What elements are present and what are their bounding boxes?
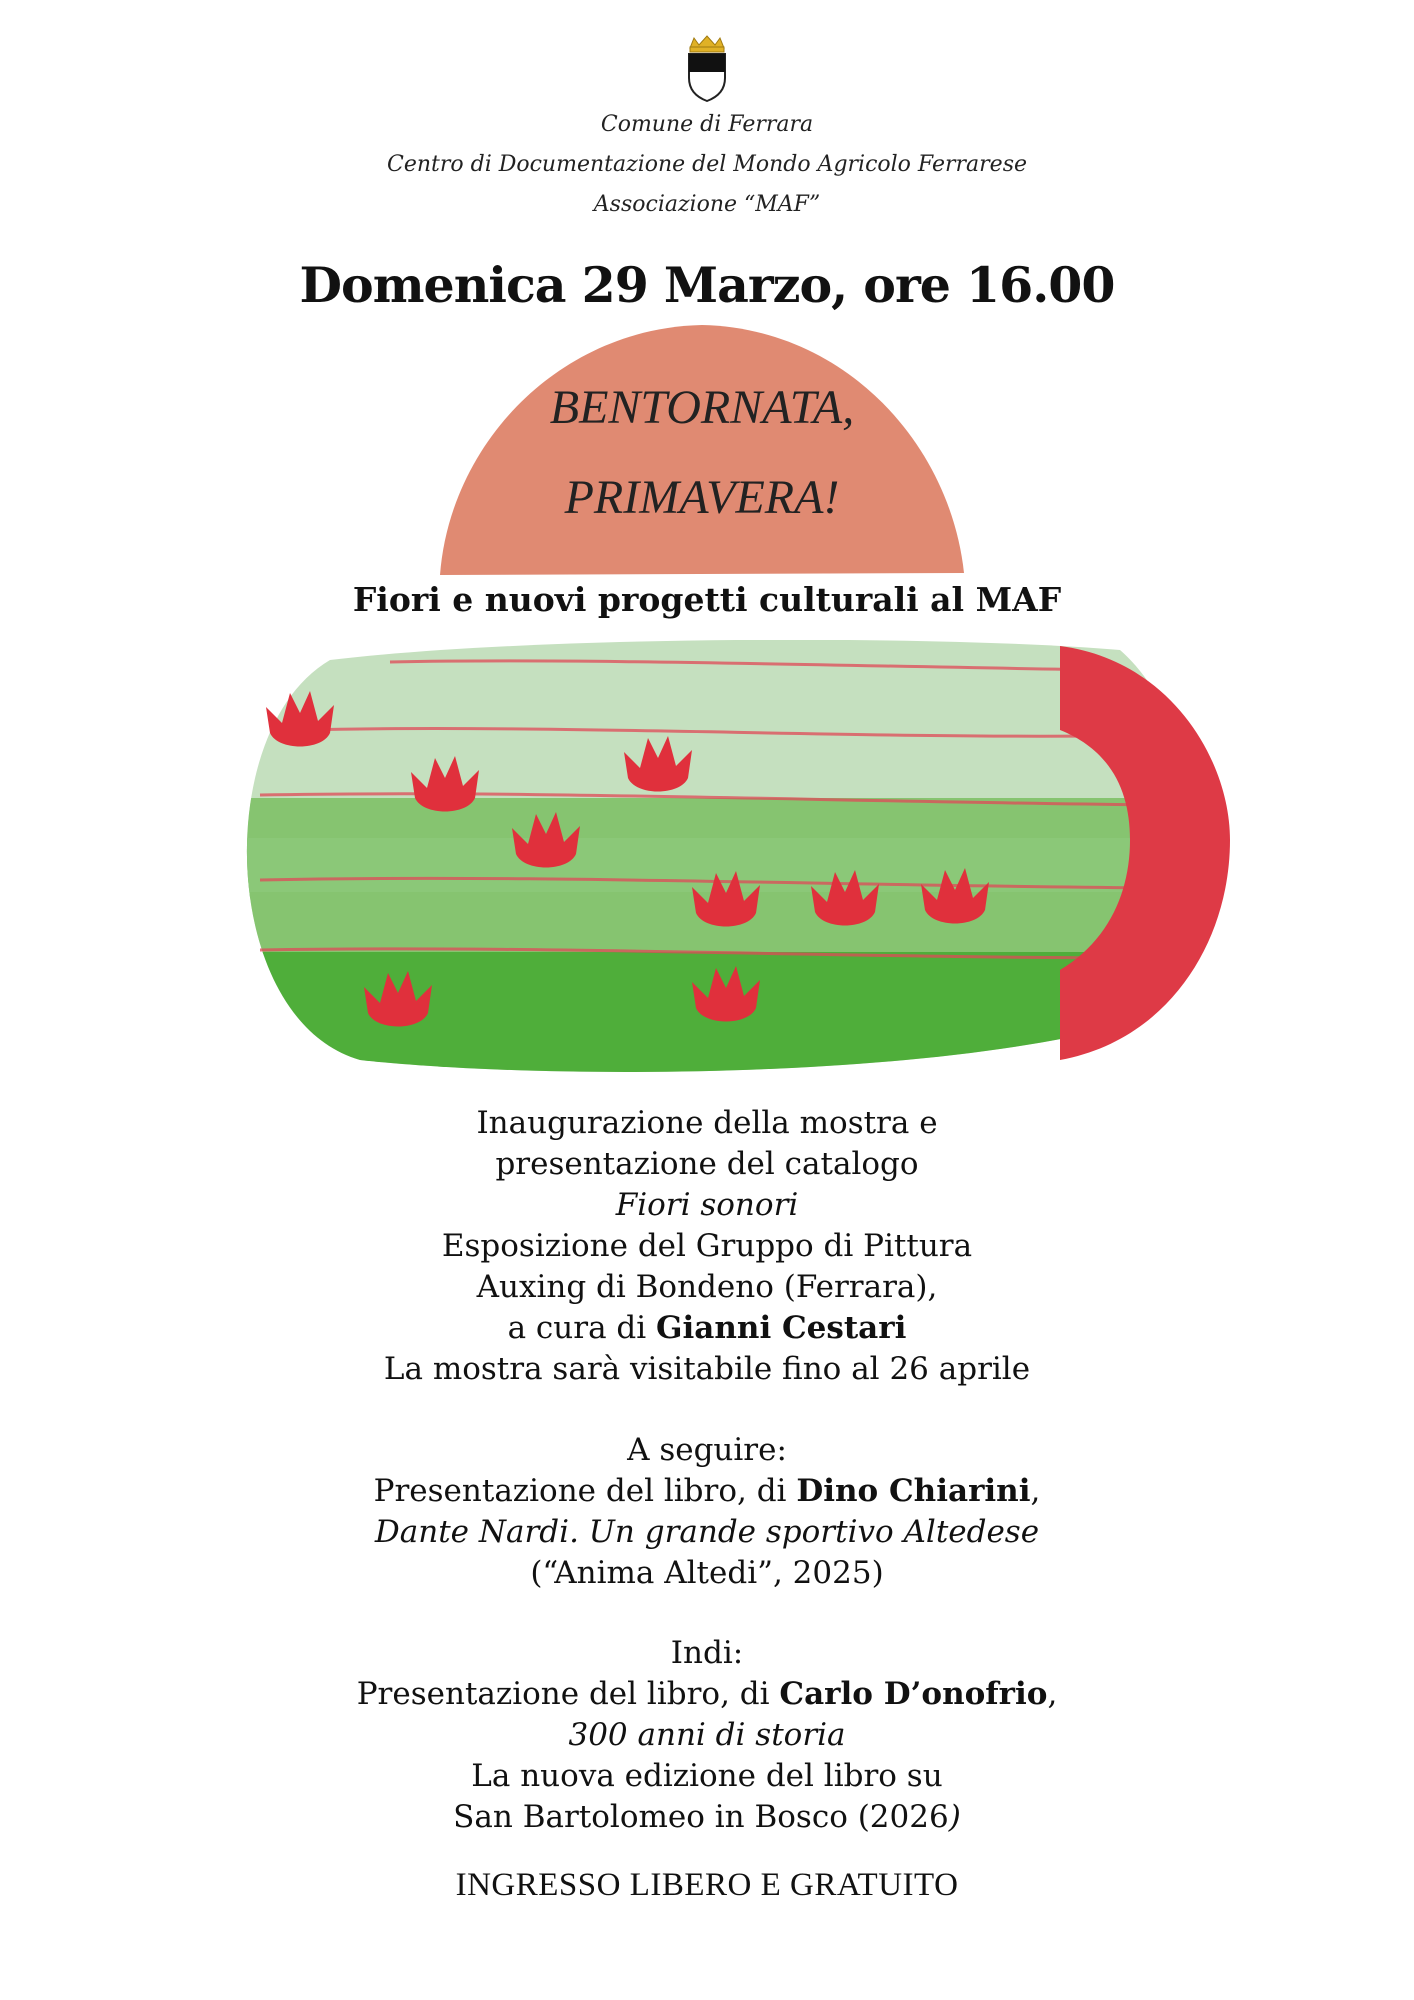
exhibition-line-5: Auxing di Bondeno (Ferrara),: [476, 1269, 938, 1305]
book2-line-5: [0, 1797, 1414, 1838]
hero-line-1: BENTORNATA,: [549, 381, 855, 434]
exhibition-curator-line: [0, 1308, 1414, 1349]
book1-author: Dino Chiarini: [796, 1473, 1031, 1509]
book2-author: Carlo D’onofrio: [779, 1676, 1048, 1712]
header-comune: Comune di Ferrara: [600, 112, 814, 137]
exhibition-line-1: Inaugurazione della mostra e: [476, 1105, 938, 1141]
book1-prefix: Presentazione del libro, di: [373, 1473, 797, 1509]
exhibition-title: Fiori sonori: [615, 1187, 799, 1223]
curator-prefix: a cura di: [507, 1310, 657, 1346]
book2-line-5-paren: ): [948, 1799, 961, 1835]
hero-line-2: PRIMAVERA!: [564, 471, 840, 524]
book1-suffix: ,: [1030, 1473, 1041, 1509]
flower-field-illustration: [240, 640, 1240, 1080]
book2-intro: Indi:: [670, 1635, 744, 1671]
exhibition-block: [0, 1103, 1414, 1390]
book1-intro: A seguire:: [627, 1432, 787, 1468]
book2-title: 300 anni di storia: [568, 1717, 846, 1753]
book2-line-4: La nuova edizione del libro su: [471, 1758, 943, 1794]
exhibition-line-4: Esposizione del Gruppo di Pittura: [441, 1228, 973, 1264]
book1-block: [0, 1430, 1414, 1594]
book2-prefix: Presentazione del libro, di: [356, 1676, 780, 1712]
sun-shape: [440, 323, 964, 575]
exhibition-line-2: presentazione del catalogo: [495, 1146, 919, 1182]
exhibition-line-7: La mostra sarà visitabile fino al 26 aprile: [383, 1351, 1031, 1387]
book2-presentation-line: [0, 1674, 1414, 1715]
book1-publisher: (“Anima Altedi”, 2025): [530, 1555, 884, 1591]
header-associazione: Associazione “MAF”: [593, 192, 821, 217]
book2-line-5-text: San Bartolomeo in Bosco (2026: [453, 1799, 949, 1835]
book2-block: [0, 1633, 1414, 1838]
subtitle: Fiori e nuovi progetti culturali al MAF: [352, 580, 1062, 619]
book1-presentation-line: [0, 1471, 1414, 1512]
ferrara-crest-icon: [682, 34, 732, 102]
event-datetime: Domenica 29 Marzo, ore 16.00: [299, 256, 1115, 314]
book1-title: Dante Nardi. Un grande sportivo Altedese: [374, 1514, 1040, 1550]
free-entry-notice: INGRESSO LIBERO E GRATUITO: [455, 1867, 959, 1903]
curator-name: Gianni Cestari: [656, 1310, 907, 1346]
header-centro: Centro di Documentazione del Mondo Agricolo Ferrarese: [387, 152, 1027, 177]
book2-suffix: ,: [1047, 1676, 1058, 1712]
